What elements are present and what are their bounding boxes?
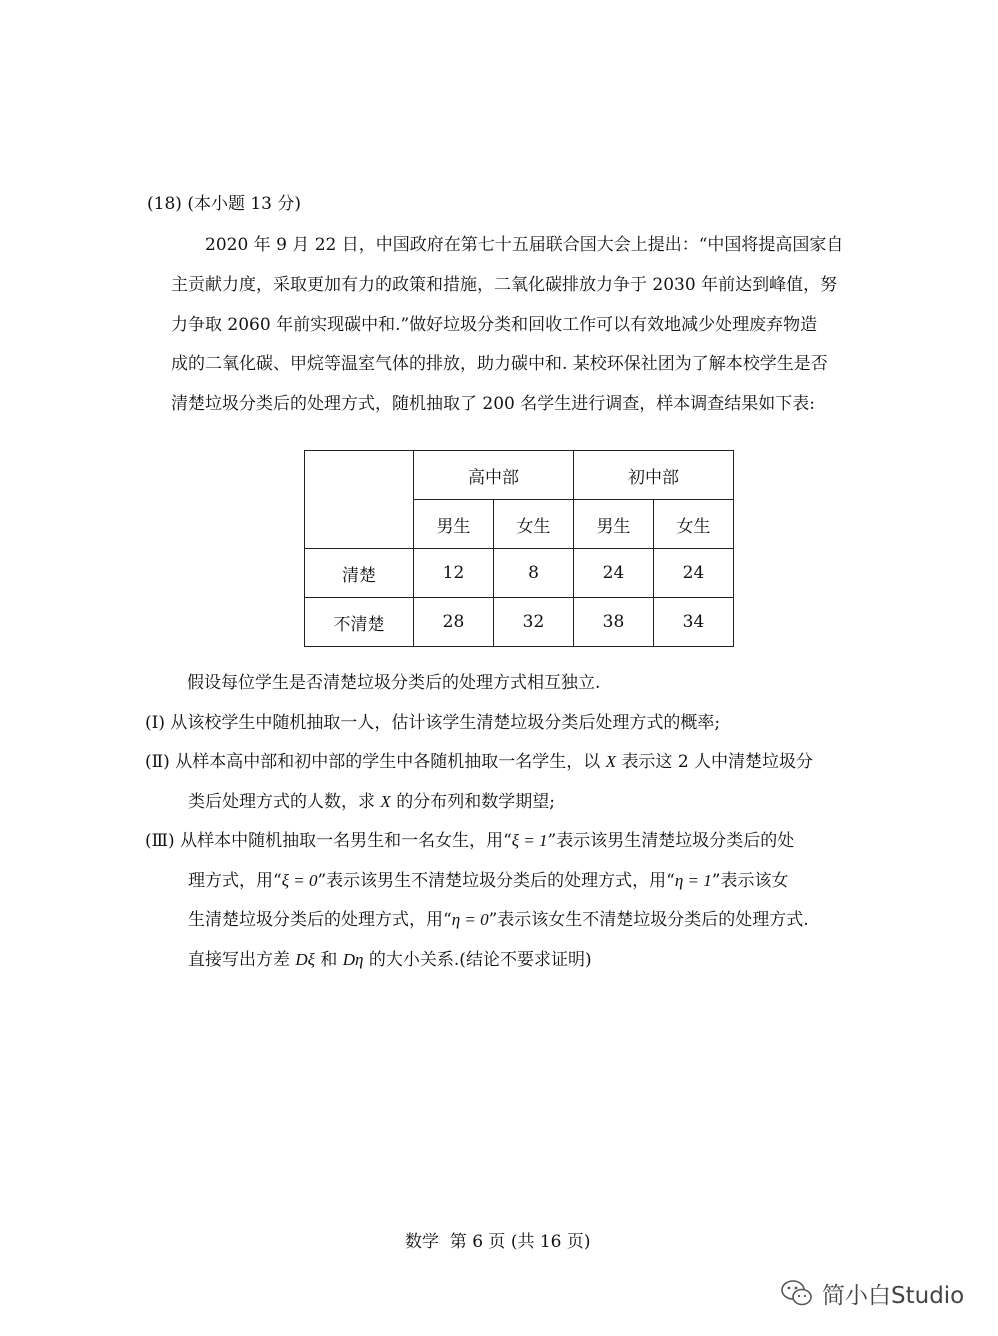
part-text: 理方式，用“ (188, 871, 282, 891)
page-footer: 数学 第 6 页 (共 16 页) (405, 1232, 591, 1252)
part-text: 表示这 2 人中清楚垃圾分 (621, 752, 814, 772)
table-cell: 32 (494, 598, 574, 647)
table-cell: 28 (414, 598, 494, 647)
survey-table (304, 450, 734, 647)
part-text: 的大小关系.(结论不要求证明) (368, 950, 592, 970)
table-row (305, 598, 734, 647)
part-label: (Ⅰ) (145, 713, 165, 733)
part-3-line-1 (145, 826, 794, 851)
xi-equals-1: ξ = 1 (511, 831, 548, 850)
table-cell: 38 (574, 598, 654, 647)
eta-equals-0: η = 0 (451, 910, 489, 929)
assumption-text: 假设每位学生是否清楚垃圾分类后的处理方式相互独立. (187, 673, 601, 693)
part-3-line-3 (188, 905, 809, 930)
paragraph-line: 成的二氧化碳、甲烷等温室气体的排放，助力碳中和. 某校环保社团为了解本校学生是否 (171, 354, 828, 374)
part-text: 类后处理方式的人数，求 (188, 792, 375, 812)
table-corner-cell (305, 451, 414, 549)
question-points: (本小题 13 分) (187, 194, 302, 214)
part-2-line-1 (145, 747, 813, 772)
variance-d-eta: Dη (342, 950, 364, 969)
group-header-high-school: 高中部 (414, 451, 574, 500)
part-text: ”表示该男生清楚垃圾分类后的处 (547, 831, 795, 851)
wechat-icon (780, 1279, 814, 1307)
part-1 (145, 708, 720, 733)
watermark-text: 简小白Studio (822, 1282, 965, 1309)
question-number: (18) (147, 194, 182, 214)
table-cell: 34 (654, 598, 734, 647)
part-text: 直接写出方差 (188, 950, 290, 970)
xi-equals-0: ξ = 0 (281, 871, 318, 890)
group-header-middle-school: 初中部 (574, 451, 734, 500)
variable-x: X (605, 752, 617, 771)
part-3-line-2 (188, 866, 788, 891)
watermark (780, 1278, 964, 1308)
table-cell: 24 (654, 549, 734, 598)
part-text: 和 (320, 950, 338, 970)
paragraph-line: 2020 年 9 月 22 日，中国政府在第七十五届联合国大会上提出：“中国将提高国家自 (205, 235, 844, 255)
part-3-line-4 (188, 945, 592, 970)
part-text: 从样本高中部和初中部的学生中各随机抽取一名学生，以 (175, 752, 601, 772)
eta-equals-1: η = 1 (674, 871, 712, 890)
subheader-cell: 女生 (494, 500, 574, 549)
part-text: 生清楚垃圾分类后的处理方式，用“ (188, 910, 452, 930)
part-label: (Ⅲ) (145, 831, 175, 851)
paragraph-line: 力争取 2060 年前实现碳中和.”做好垃圾分类和回收工作可以有效地减少处理废弃物造 (171, 315, 818, 335)
part-text: ”表示该女生不清楚垃圾分类后的处理方式. (488, 910, 809, 930)
table-row (305, 549, 734, 598)
variable-x: X (380, 792, 391, 811)
subheader-cell: 女生 (654, 500, 734, 549)
part-text: 从样本中随机抽取一名男生和一名女生，用“ (180, 831, 512, 851)
table-cell: 24 (574, 549, 654, 598)
table-cell: 12 (414, 549, 494, 598)
part-text: ”表示该女 (711, 871, 789, 891)
table-cell: 8 (494, 549, 574, 598)
question-header (147, 189, 301, 214)
row-label: 清楚 (305, 549, 414, 598)
part-label: (Ⅱ) (145, 752, 170, 772)
part-text: 从该校学生中随机抽取一人，估计该学生清楚垃圾分类后处理方式的概率; (170, 713, 721, 733)
paragraph-line: 清楚垃圾分类后的处理方式，随机抽取了 200 名学生进行调查，样本调查结果如下表: (171, 394, 815, 414)
part-text: 的分布列和数学期望; (396, 792, 555, 812)
part-text: ”表示该男生不清楚垃圾分类后的处理方式，用“ (317, 871, 675, 891)
part-2-line-2 (188, 787, 555, 812)
paragraph-line: 主贡献力度，采取更加有力的政策和措施，二氧化碳排放力争于 2030 年前达到峰值，努 (171, 275, 838, 295)
row-label: 不清楚 (305, 598, 414, 647)
variance-d-xi: Dξ (295, 950, 315, 969)
subheader-cell: 男生 (574, 500, 654, 549)
subheader-cell: 男生 (414, 500, 494, 549)
